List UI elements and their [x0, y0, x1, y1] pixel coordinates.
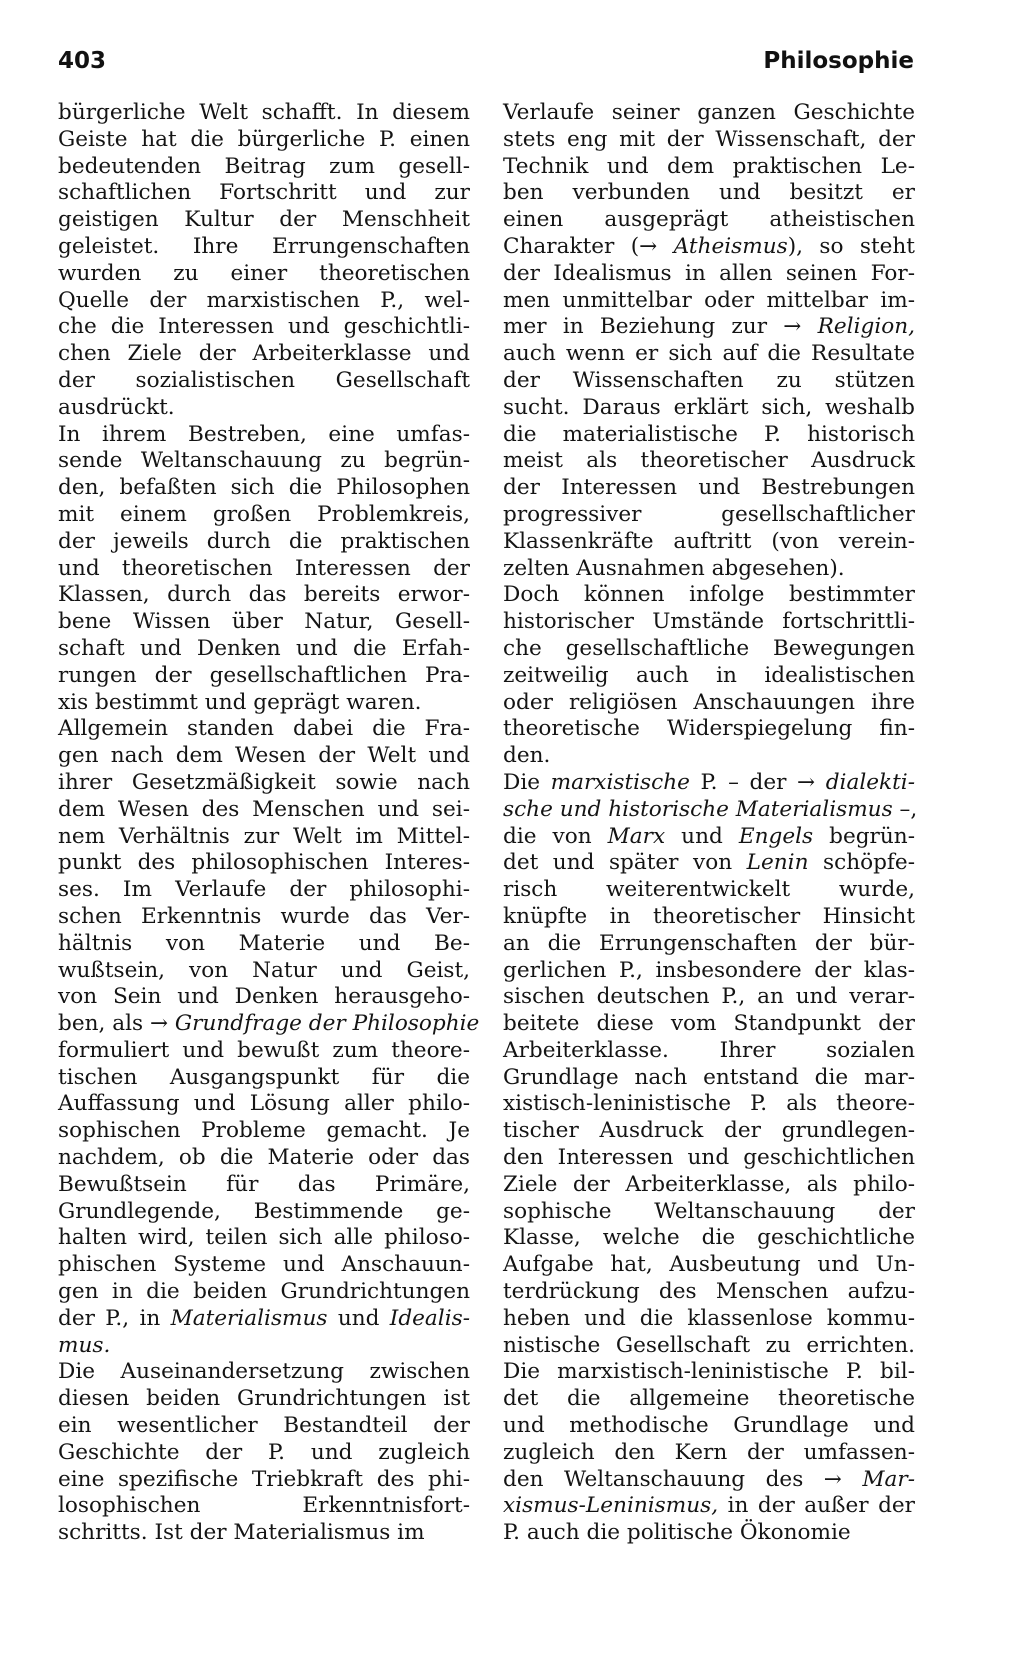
text-line: che gesellschaftliche Bewegungen: [503, 635, 915, 661]
text-line: Charakter (→ Atheismus), so steht: [503, 233, 915, 259]
text-line: phischen Systeme und Anschauun-: [58, 1252, 470, 1278]
text-line: Ziele der Arbeiterklasse, als philo-: [503, 1171, 915, 1197]
text-line: sende Weltanschauung zu begrün-: [58, 448, 470, 474]
text-line: einen ausgeprägt atheistischen: [503, 207, 915, 233]
italic-term: mus.: [58, 1332, 111, 1358]
text-line: det die allgemeine theoretische: [503, 1386, 915, 1412]
text-line: zeitweilig auch in idealistischen: [503, 662, 915, 688]
text-line: den, befaßten sich die Philosophen: [58, 475, 470, 501]
text-line: der P., in Materialismus und Idealis-: [58, 1305, 470, 1331]
text-line: chen Ziele der Arbeiterklasse und: [58, 341, 470, 367]
text-line: risch weiterentwickelt wurde,: [503, 877, 915, 903]
text-line: knüpfte in theoretischer Hinsicht: [503, 903, 915, 929]
text-line: zelten Ausnahmen abgesehen).: [503, 555, 845, 581]
text-line: zugleich den Kern der umfassen-: [503, 1439, 915, 1465]
text-line: Geschichte der P. und zugleich: [58, 1439, 470, 1465]
text-line: sche und historische Materialismus –,: [503, 796, 918, 822]
text-line: progressiver gesellschaftlicher: [503, 501, 915, 527]
running-head: Philosophie: [763, 48, 914, 74]
text-line: schaftlichen Fortschritt und zur: [58, 180, 470, 206]
text-line: der Wissenschaften zu stützen: [503, 367, 915, 393]
text-line: xismus-Leninismus, in der außer der: [503, 1493, 915, 1519]
text-line: ihrer Gesetzmäßigkeit sowie nach: [58, 769, 470, 795]
text-line: tischen Ausgangspunkt für die: [58, 1064, 470, 1090]
text-line: und theoretischen Interessen der: [58, 555, 470, 581]
italic-term: Idealis-: [389, 1305, 470, 1331]
text-line: nem Verhältnis zur Welt im Mittel-: [58, 823, 470, 849]
text-line: Die marxistische P. – der → dialekti-: [503, 769, 915, 795]
text-line: Technik und dem praktischen Le-: [503, 153, 915, 179]
text-line: bene Wissen über Natur, Gesell-: [58, 609, 470, 635]
text-line: die materialistische P. historisch: [503, 421, 915, 447]
text-line: auch wenn er sich auf die Resultate: [503, 341, 915, 367]
text-line: Grundlage nach entstand die mar-: [503, 1064, 915, 1090]
text-line: Arbeiterklasse. Ihrer sozialen: [503, 1037, 915, 1063]
text-line: gerlichen P., insbesondere der klas-: [503, 957, 915, 983]
text-line: heben und die klassenlose kommu-: [503, 1305, 915, 1331]
text-line: nachdem, ob die Materie oder das: [58, 1145, 470, 1171]
text-line: theoretische Widerspiegelung fin-: [503, 716, 915, 742]
text-line: ausdrückt.: [58, 394, 175, 420]
italic-term: dialekti-: [825, 769, 915, 795]
text-line: den.: [503, 743, 551, 769]
italic-term: sche und historische Materialismus: [503, 796, 893, 822]
italic-term: Engels: [738, 823, 814, 849]
text-line: den Interessen und geschichtlichen: [503, 1145, 915, 1171]
text-line: der jeweils durch die praktischen: [58, 528, 470, 554]
text-line: men unmittelbar oder mittelbar im-: [503, 287, 915, 313]
text-line: der Idealismus in allen seinen For-: [503, 260, 915, 286]
italic-term: Marx: [607, 823, 666, 849]
italic-term: Mar-: [862, 1466, 915, 1492]
text-line: an die Errungenschaften der bür-: [503, 930, 915, 956]
text-line: Aufgabe hat, Ausbeutung und Un-: [503, 1252, 915, 1278]
text-line: bürgerliche Welt schafft. In diesem: [58, 100, 470, 125]
text-line: P. auch die politische Ökonomie: [503, 1520, 851, 1546]
text-line: Klassenkräfte auftritt (von verein-: [503, 528, 915, 554]
text-line: eine spezifische Triebkraft des phi-: [58, 1466, 470, 1492]
page-number: 403: [58, 48, 107, 74]
text-line: geistigen Kultur der Menschheit: [58, 207, 470, 233]
text-line: Die Auseinandersetzung zwischen: [58, 1359, 470, 1385]
text-line: den Weltanschauung des → Mar-: [503, 1466, 915, 1492]
text-line: punkt des philosophischen Interes-: [58, 850, 470, 876]
text-line: terdrückung des Menschen aufzu-: [503, 1279, 915, 1305]
italic-term: Atheismus: [673, 233, 788, 259]
text-line: schen Erkenntnis wurde das Ver-: [58, 903, 470, 929]
text-line: Klassen, durch das bereits erwor-: [58, 582, 470, 608]
italic-term: Grundfrage der Philosophie: [174, 1011, 480, 1037]
text-line: Doch können infolge bestimmter: [503, 582, 915, 608]
text-line: geleistet. Ihre Errungenschaften: [58, 233, 470, 259]
text-line: det und später von Lenin schöpfe-: [503, 850, 915, 876]
text-line: mer in Beziehung zur → Religion,: [503, 314, 915, 340]
italic-term: Lenin: [746, 850, 809, 876]
text-line: wurden zu einer theoretischen: [58, 260, 470, 286]
text-line: mit einem großen Problemkreis,: [58, 501, 470, 527]
text-line: xis bestimmt und geprägt waren.: [58, 689, 422, 715]
text-line: nistische Gesellschaft zu errichten.: [503, 1332, 915, 1358]
text-line: gen nach dem Wesen der Welt und: [58, 743, 470, 769]
text-line: wußtsein, von Natur und Geist,: [58, 957, 470, 983]
text-line: Bewußtsein für das Primäre,: [58, 1171, 470, 1197]
italic-term: Materialismus: [170, 1305, 328, 1331]
text-line: halten wird, teilen sich alle philoso-: [58, 1225, 470, 1251]
text-line: sucht. Daraus erklärt sich, weshalb: [503, 394, 915, 420]
text-line: Klasse, welche die geschichtliche: [503, 1225, 915, 1251]
text-line: xistisch-leninistische P. als theore-: [503, 1091, 915, 1117]
text-line: ses. Im Verlaufe der philosophi-: [58, 877, 470, 903]
text-line: schritts. Ist der Materialismus im: [58, 1520, 425, 1546]
text-line: von Sein und Denken herausgeho-: [58, 984, 470, 1010]
text-line: Quelle der marxistischen P., wel-: [58, 287, 470, 313]
text-line: oder religiösen Anschauungen ihre: [503, 689, 915, 715]
text-line: schaft und Denken und die Erfah-: [58, 635, 470, 661]
text-line: tischer Ausdruck der grundlegen-: [503, 1118, 915, 1144]
text-line: beitete diese vom Standpunkt der: [503, 1011, 915, 1037]
text-line: hältnis von Materie und Be-: [58, 930, 470, 956]
italic-term: xismus-Leninismus,: [503, 1493, 719, 1519]
page-header: [58, 48, 914, 88]
text-line: rungen der gesellschaftlichen Pra-: [58, 662, 470, 688]
text-line: stets eng mit der Wissenschaft, der: [503, 126, 915, 152]
text-line: meist als theoretischer Ausdruck: [503, 448, 915, 474]
text-line: sophischen Probleme gemacht. Je: [58, 1118, 470, 1144]
text-line: Die marxistisch-leninistische P. bil-: [503, 1359, 915, 1385]
text-line: und methodische Grundlage und: [503, 1413, 915, 1439]
text-line: gen in die beiden Grundrichtungen: [58, 1279, 470, 1305]
text-line: formuliert und bewußt zum theore-: [58, 1037, 470, 1063]
text-line: che die Interessen und geschichtli-: [58, 314, 470, 340]
text-line: ben, als → Grundfrage der Philosophie: [58, 1011, 480, 1037]
text-line: diesen beiden Grundrichtungen ist: [58, 1386, 470, 1412]
left-column: [58, 100, 480, 1547]
text-line: Auffassung und Lösung aller philo-: [58, 1091, 470, 1117]
text-line: ein wesentlicher Bestandteil der: [58, 1413, 470, 1439]
text-line: Geiste hat die bürgerliche P. einen: [58, 126, 470, 152]
text-line: Verlaufe seiner ganzen Geschichte: [503, 100, 915, 125]
italic-term: marxistische: [550, 769, 690, 795]
text-line: losophischen Erkenntnisfort-: [58, 1493, 470, 1519]
text-line: historischer Umstände fortschrittli-: [503, 609, 915, 635]
text-line: bedeutenden Beitrag zum gesell-: [58, 153, 470, 179]
text-line: Grundlegende, Bestimmende ge-: [58, 1198, 470, 1224]
text-line: sischen deutschen P., an und verar-: [503, 984, 915, 1010]
text-line: sophische Weltanschauung der: [503, 1198, 915, 1224]
text-line: ben verbunden und besitzt er: [503, 180, 915, 206]
italic-term: Religion,: [817, 314, 915, 340]
text-line: dem Wesen des Menschen und sei-: [58, 796, 470, 822]
text-line: [58, 1333, 470, 1360]
text-line: der sozialistischen Gesellschaft: [58, 367, 470, 393]
text-line: Allgemein standen dabei die Fra-: [58, 716, 470, 742]
text-line: der Interessen und Bestrebungen: [503, 475, 915, 501]
text-line: die von Marx und Engels begrün-: [503, 823, 915, 849]
right-column: [503, 100, 918, 1547]
text-line: In ihrem Bestreben, eine umfas-: [58, 421, 470, 447]
